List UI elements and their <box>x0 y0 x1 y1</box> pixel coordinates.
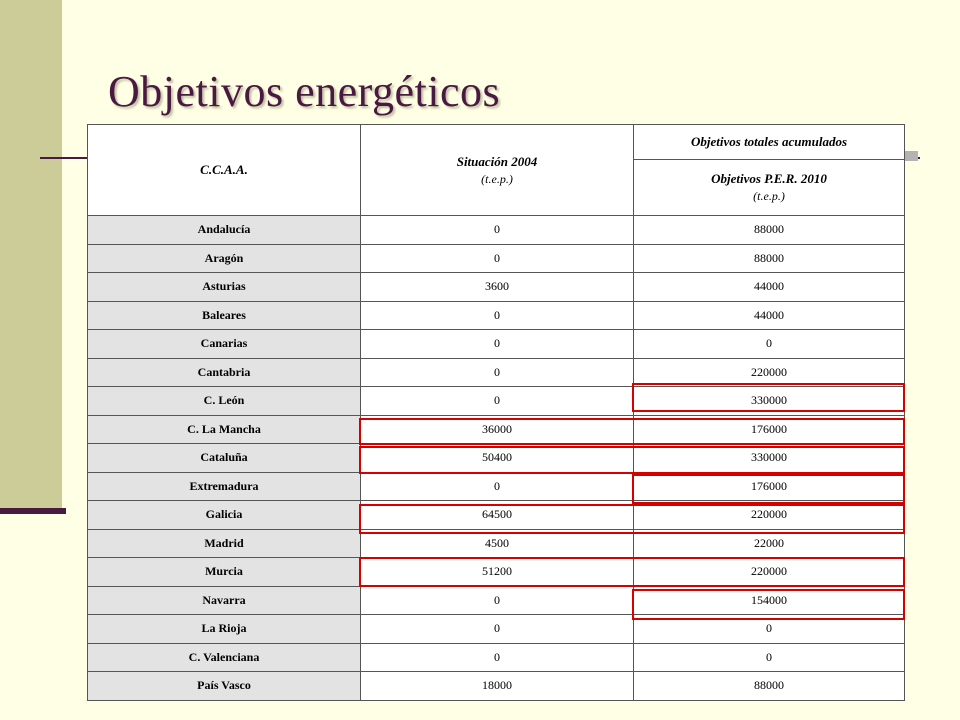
table-row <box>88 273 905 302</box>
region-cell: Andalucía <box>88 216 361 245</box>
objective-cell: 330000 <box>634 387 905 416</box>
table-row <box>88 501 905 530</box>
region-cell: Galicia <box>88 501 361 530</box>
situation-cell: 3600 <box>361 273 634 302</box>
situation-cell: 50400 <box>361 444 634 473</box>
situation-cell: 0 <box>361 301 634 330</box>
table-row <box>88 529 905 558</box>
table-row <box>88 301 905 330</box>
situation-cell: 36000 <box>361 415 634 444</box>
table-row <box>88 216 905 245</box>
situation-cell: 18000 <box>361 672 634 701</box>
objective-cell: 220000 <box>634 558 905 587</box>
objective-cell: 44000 <box>634 301 905 330</box>
region-cell: Cantabria <box>88 358 361 387</box>
table-row <box>88 615 905 644</box>
table-row <box>88 330 905 359</box>
region-cell: Madrid <box>88 529 361 558</box>
header-objectives-unit: (t.e.p.) <box>753 189 785 203</box>
objective-cell: 0 <box>634 330 905 359</box>
situation-cell: 0 <box>361 358 634 387</box>
header-objectives-group: Objetivos totales acumulados <box>634 125 905 160</box>
table-row <box>88 472 905 501</box>
region-cell: Murcia <box>88 558 361 587</box>
region-cell: La Rioja <box>88 615 361 644</box>
objective-cell: 0 <box>634 643 905 672</box>
sidebar-decoration <box>0 0 62 513</box>
table-row <box>88 358 905 387</box>
table-row <box>88 586 905 615</box>
header-region: C.C.A.A. <box>88 125 361 216</box>
situation-cell: 0 <box>361 615 634 644</box>
table-row <box>88 444 905 473</box>
slide-title: Objetivos energéticos <box>108 67 501 116</box>
objective-cell: 44000 <box>634 273 905 302</box>
objective-cell: 22000 <box>634 529 905 558</box>
header-situation-unit: (t.e.p.) <box>481 171 513 186</box>
region-cell: C. La Mancha <box>88 415 361 444</box>
situation-cell: 4500 <box>361 529 634 558</box>
table-row <box>88 415 905 444</box>
header-objectives: Objetivos P.E.R. 2010 (t.e.p.) <box>634 160 905 216</box>
objective-cell: 88000 <box>634 244 905 273</box>
objective-cell: 330000 <box>634 444 905 473</box>
table-row <box>88 672 905 701</box>
objective-cell: 88000 <box>634 216 905 245</box>
header-situation: Situación 2004 (t.e.p.) <box>361 125 634 216</box>
region-cell: Cataluña <box>88 444 361 473</box>
situation-cell: 64500 <box>361 501 634 530</box>
region-cell: Baleares <box>88 301 361 330</box>
objective-cell: 220000 <box>634 358 905 387</box>
objective-cell: 176000 <box>634 472 905 501</box>
region-cell: Canarias <box>88 330 361 359</box>
table-row <box>88 558 905 587</box>
situation-cell: 0 <box>361 387 634 416</box>
energy-objectives-table <box>87 124 905 701</box>
table-row <box>88 643 905 672</box>
region-cell: C. León <box>88 387 361 416</box>
region-cell: Navarra <box>88 586 361 615</box>
situation-cell: 51200 <box>361 558 634 587</box>
situation-cell: 0 <box>361 472 634 501</box>
region-cell: Aragón <box>88 244 361 273</box>
objective-cell: 176000 <box>634 415 905 444</box>
sidebar-accent-bar <box>0 508 66 514</box>
region-cell: Extremadura <box>88 472 361 501</box>
region-cell: País Vasco <box>88 672 361 701</box>
region-cell: Asturias <box>88 273 361 302</box>
situation-cell: 0 <box>361 643 634 672</box>
situation-cell: 0 <box>361 244 634 273</box>
objective-cell: 154000 <box>634 586 905 615</box>
table-row <box>88 244 905 273</box>
table-row <box>88 387 905 416</box>
situation-cell: 0 <box>361 216 634 245</box>
situation-cell: 0 <box>361 330 634 359</box>
objective-cell: 220000 <box>634 501 905 530</box>
objective-cell: 0 <box>634 615 905 644</box>
objective-cell: 88000 <box>634 672 905 701</box>
region-cell: C. Valenciana <box>88 643 361 672</box>
situation-cell: 0 <box>361 586 634 615</box>
